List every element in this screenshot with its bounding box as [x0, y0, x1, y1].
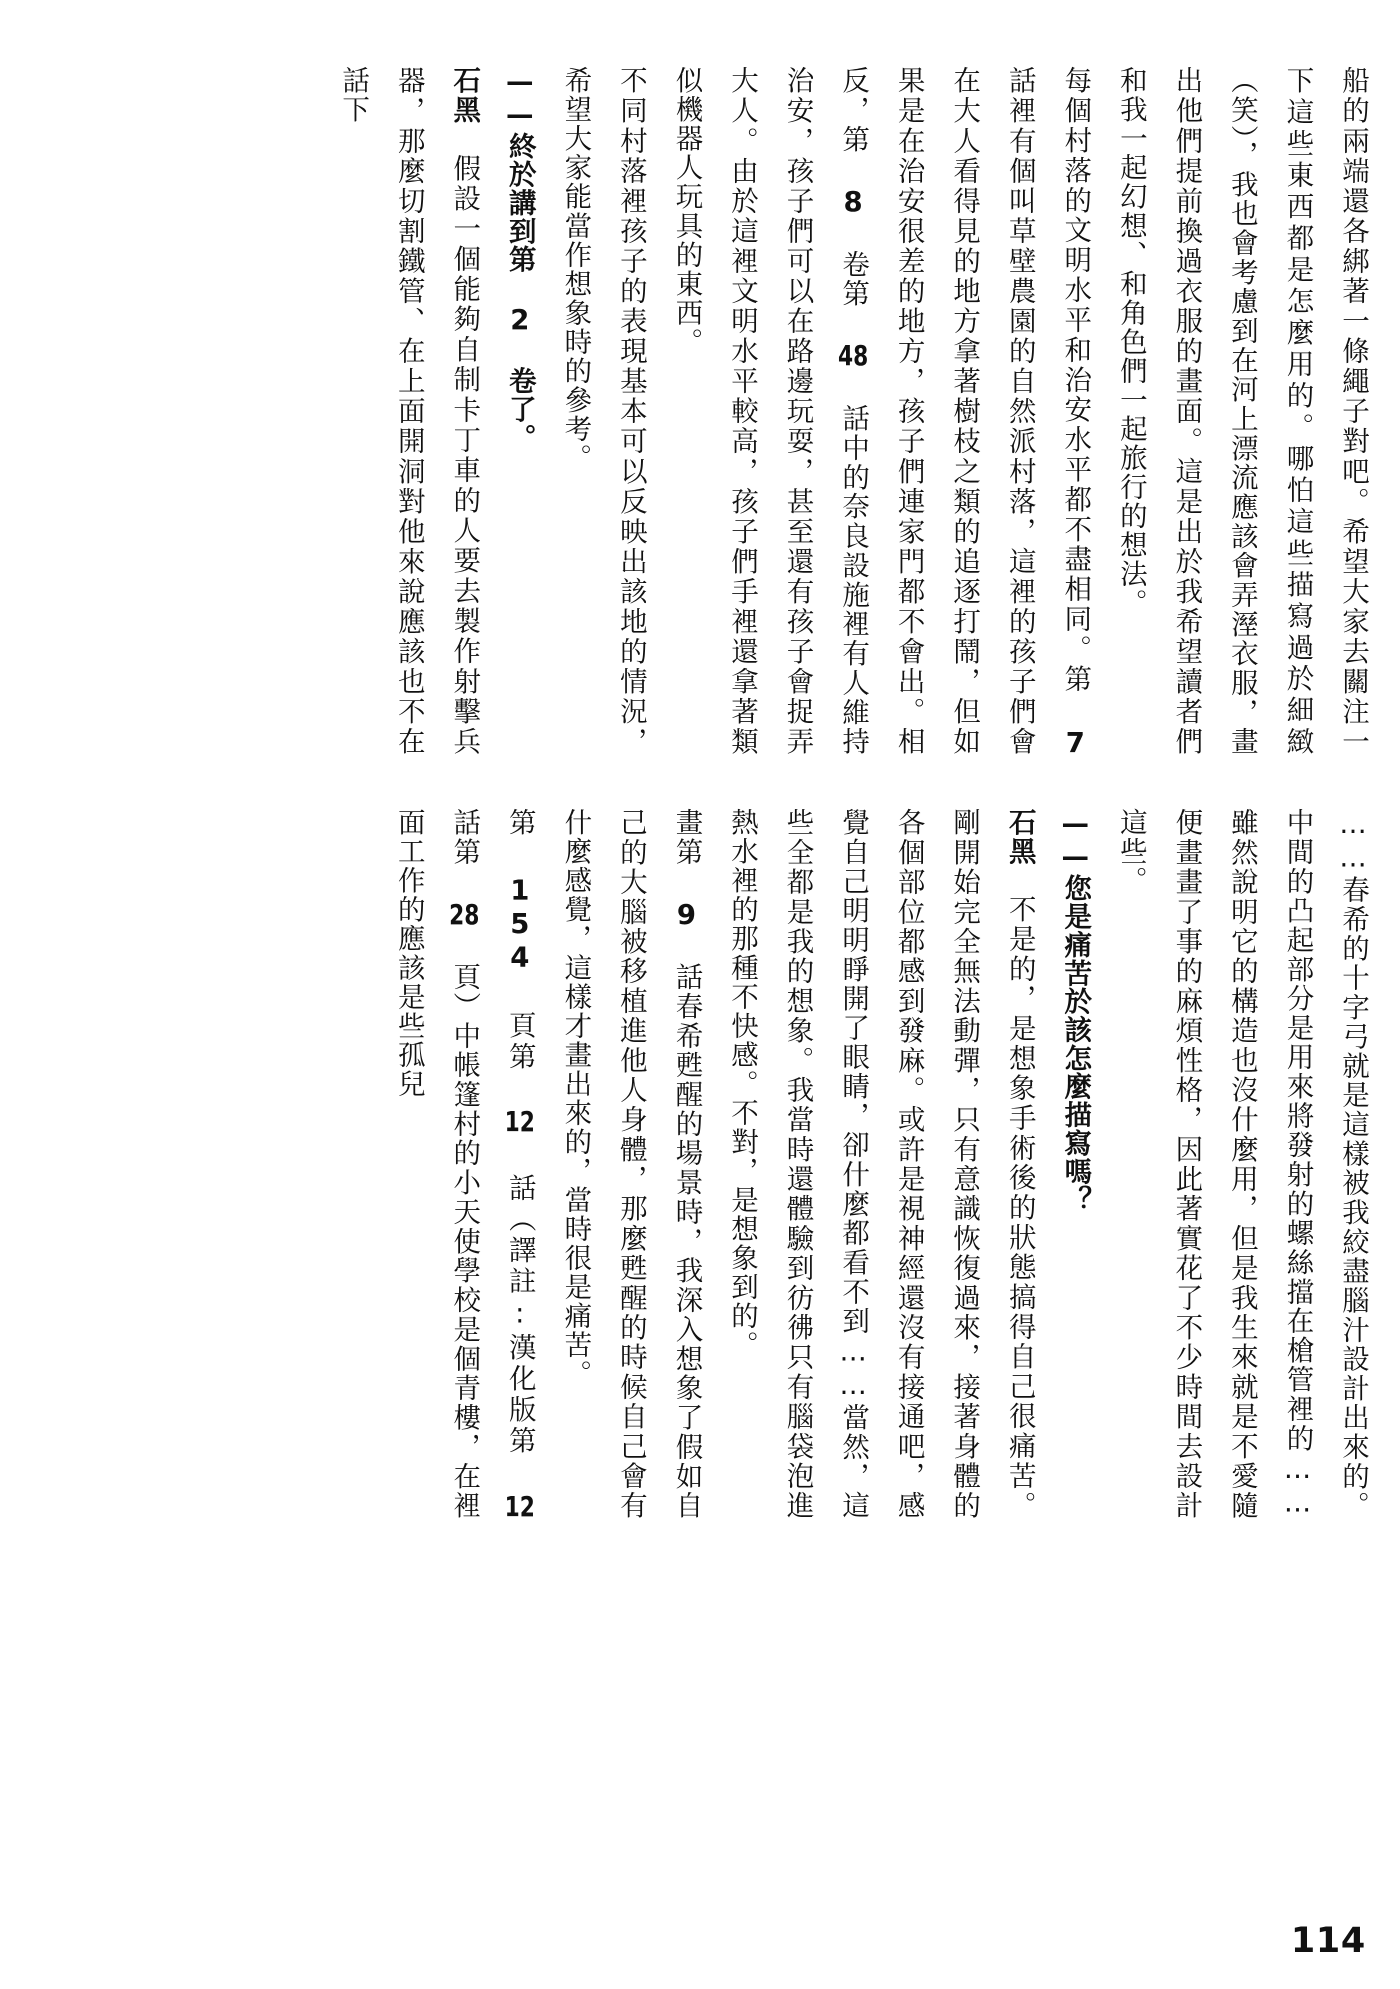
- text-block-lower: [122, 808, 1380, 1520]
- interview-question: ——您是痛苦於該怎麼描寫嗎？: [1059, 808, 1092, 1214]
- inline-number: 12: [504, 1108, 535, 1136]
- paragraph-body: 不同村落裡孩子的表現基本可以反映出該地的情況，希望大家能當作想象時的參考。: [559, 66, 647, 756]
- speaker-name: 石黑: [1003, 808, 1036, 866]
- inline-number: 9: [676, 900, 696, 929]
- paragraph-body: 船的兩端還各綁著一條繩子對吧。希望大家去關注一下這些東西都是怎麼用的。哪怕這些描寫過於細緻（笑），我也會考慮到在河上漂流應該會弄溼衣服，畫出他們提前換過衣服的畫面。這是出於我希望讀者們和我一起幻想、和角色們一起旅行的想法。: [1114, 66, 1369, 756]
- inline-number: 2: [510, 306, 530, 334]
- paragraph-body: 第 154 頁第 12 話（譯註:漢化版第 12 話第 28 頁）中帳篷村的小天使學校是個青樓，在裡面工作的應該是些孤兒: [392, 808, 536, 1520]
- interview-answer: [325, 66, 492, 756]
- inline-number: 8: [843, 187, 863, 216]
- inline-number: 154: [503, 874, 536, 976]
- text-block-upper: [122, 66, 1380, 756]
- answer-text: 假設一個能夠自制卡丁車的人要去製作射擊兵器，那麼切割鐵管、在上面開洞對他來說應該也不在話下: [337, 66, 481, 756]
- inline-number: 12: [504, 1492, 535, 1520]
- paragraph-body: ……春希的十字弓就是這樣被我絞盡腦汁設計出來的。中間的凸起部分是用來將發射的螺絲擋在槍管裡的……雖然說明它的構造也沒什麼用，但是我生來就是不愛隨便畫畫了事的麻煩性格，因此著實花了不少時間去設計這些。: [1114, 808, 1369, 1520]
- interview-question: ——終於講到第 2 卷了。: [503, 66, 536, 452]
- answer-text: 不是的，是想象手術後的狀態搞得自己很痛苦。剛開始完全無法動彈，只有意識恢復過來，接著身體的各個部位都感到發麻。或許是視神經還沒有接通吧，感覺自己明明睜開了眼睛，卻什麼都看不到……當然，這些全都是我的想象。我當時還體驗到彷彿只有腦袋泡進熱水裡的那種不快感。不對，是想象到的。: [725, 808, 1036, 1520]
- inline-number: 7: [1065, 728, 1085, 756]
- page-number: 114: [1290, 1921, 1366, 1961]
- paragraph-body: 每個村落的文明水平和治安水平都不盡相同。第 7 話裡有個叫草壁農園的自然派村落，這裡的孩子們會在大人看得見的地方拿著樹枝之類的追逐打鬧，但如果是在治安很差的地方，孩子們連家門都不會出。相反，第 8 卷第 48 話中的奈良設施裡有人維持治安，孩子們可以在路邊玩耍，甚至還有孩子會捉弄大人。由於這裡文明水平較高，孩子們手裡還拿著類似機器人玩具的東西。: [670, 66, 1092, 756]
- inline-number: 48: [837, 342, 869, 370]
- inline-number: 28: [449, 900, 480, 929]
- paragraph-body: 畫第 9 話春希甦醒的場景時，我深入想象了假如自己的大腦被移植進他人身體，那麼甦醒的時候自己會有什麼感覺，這樣才畫出來的，當時很是痛苦。: [559, 808, 703, 1520]
- speaker-name: 石黑: [448, 66, 481, 125]
- interview-answer: [713, 808, 1046, 1520]
